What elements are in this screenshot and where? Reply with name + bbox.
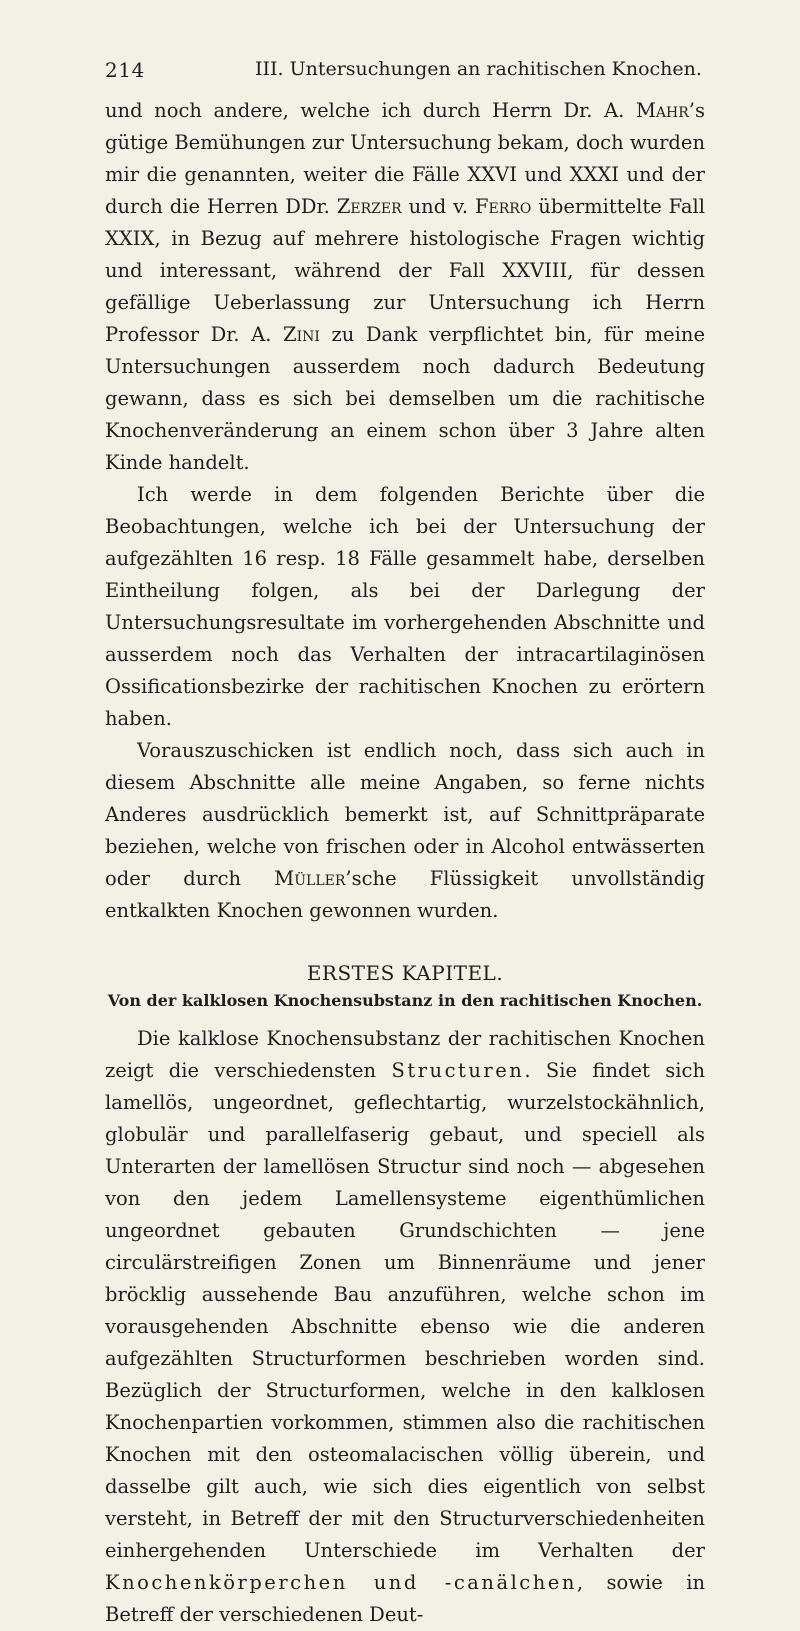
author-name: Mahr — [635, 99, 689, 122]
text-run: und noch andere, welche ich durch Herrn Dr. A. — [105, 99, 636, 122]
text-run: ’s gütige Bemühungen zur Untersuchung bekam, doch wurden mir die genannten, weiter die Fälle XXVI und XXXI und der durch die Herren DDr. — [105, 99, 706, 218]
chapter-subtitle: Von der kalklosen Knochensubstanz in den rachitischen Knochen. — [107, 991, 703, 1010]
spaced-term: Structuren — [391, 1059, 525, 1082]
text-run: ’sche Flüssigkeit unvollständig entkalkten Knochen gewonnen wurden. — [105, 867, 706, 922]
running-head: III. Untersuchungen an rachitischen Knochen. — [255, 58, 702, 80]
text-run: und v. — [401, 195, 476, 218]
body-text — [105, 95, 705, 1631]
spaced-term: Knochenkörperchen und -canälchen — [105, 1571, 577, 1594]
paragraph-2: Ich werde in dem folgenden Berichte über die Beobachtungen, welche ich bei der Untersuchung der aufgezählten 16 resp. 18 Fälle gesammelt habe, derselben Eintheilung folgen, als bei der Darlegung der Untersuchungsresultate im vorhergehenden Abschnitte und ausserdem noch das Verhalten der intracartilaginösen Ossificationsbezirke der rachitischen Knochen zu erörtern haben. — [105, 483, 705, 730]
paragraph-3 — [105, 735, 705, 927]
page-header — [105, 58, 705, 88]
author-name: Zini — [283, 323, 320, 346]
text-run: . Sie findet sich lamellös, ungeordnet, geflechtartig, wurzelstockähnlich, globulär und parallelfaserig gebaut, und speciell als Unterarten der lamellösen Structur sind noch — abgesehen von den jedem Lamellensysteme eigenthümlichen ungeordnet gebauten Grundschichten — jene circulärstreifigen Zonen um Binnenräume und jener bröcklig aussehende Bau anzuführen, welche schon im vorausgehenden Abschnitte ebenso wie die anderen aufgezählten Structurformen beschrieben worden sind. Bezüglich der Structurformen, welche in den kalklosen Knochenpartien vorkommen, stimmen also die rachitischen Knochen mit den osteomalacischen völlig überein, und dasselbe gilt auch, wie sich dies eigentlich von selbst versteht, in Betreff der mit den Structurverschiedenheiten einhergehenden Unterschiede im Verhalten der — [105, 1059, 705, 1562]
chapter-title: ERSTES KAPITEL. — [306, 961, 504, 985]
text-run: Vorauszuschicken ist endlich noch, dass sich auch in diesem Abschnitte alle meine Angaben, so ferne nichts Anderes ausdrücklich bemerkt ist, auf Schnittpräparate beziehen, welche von frischen oder in Alcohol entwässerten oder durch — [105, 739, 705, 890]
text-run: , sowie in Betreff der verschiedenen Deut- — [105, 1571, 705, 1626]
author-name: Zerzer — [336, 195, 402, 218]
paragraph-1 — [105, 95, 705, 479]
paragraph-4 — [105, 1023, 705, 1631]
text-run: übermittelte Fall XXIX, in Bezug auf mehrere histologische Fragen wichtig und interessant, während der Fall XXVIII, für dessen gefällige Ueberlassung zur Untersuchung ich Herrn Professor Dr. A. — [105, 195, 705, 346]
text-run: zu Dank verpflichtet bin, für meine Untersuchungen ausserdem noch dadurch Bedeutung gewann, dass es sich bei demselben um die rachitische Knochenveränderung an einem schon über 3 Jahre alten Kinde handelt. — [105, 323, 705, 474]
author-name: Müller — [274, 867, 346, 890]
page-number: 214 — [105, 58, 145, 82]
author-name: Ferro — [475, 195, 532, 218]
text-run: Die kalklose Knochensubstanz der rachitischen Knochen zeigt die verschiedensten — [105, 1027, 705, 1082]
